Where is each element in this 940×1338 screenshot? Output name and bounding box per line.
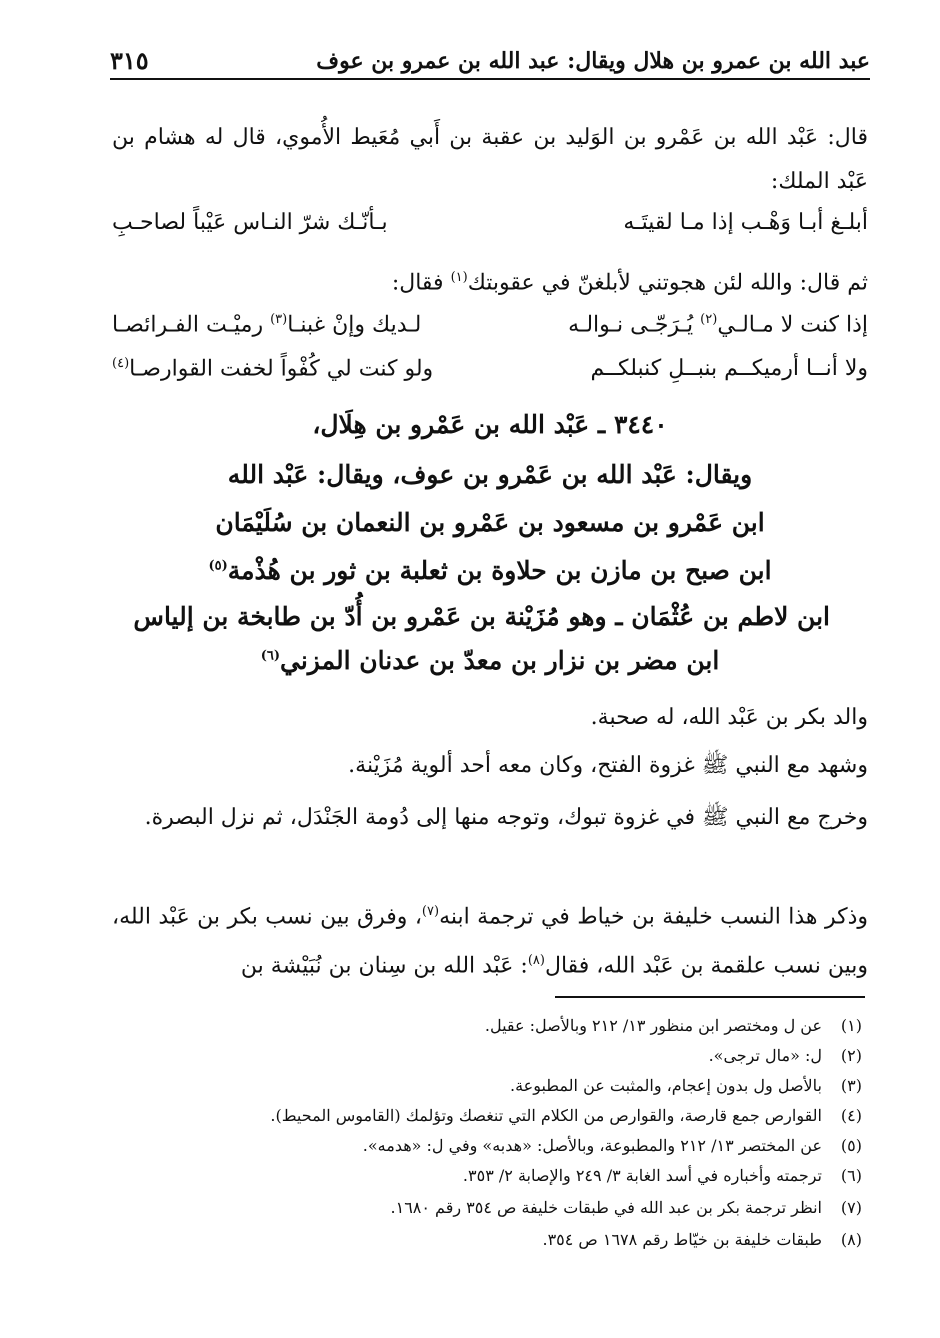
- footnote-number: (٥): [840, 1136, 862, 1155]
- footnote-item: [510, 1076, 862, 1095]
- paragraph-khalifa: [112, 890, 868, 989]
- footnote-number: (٦): [840, 1166, 862, 1185]
- verse-1-first-hemistich: أبلـغ أبـا وَهْـب إذا مـا لقيتَـه: [623, 210, 868, 235]
- line-then-said: [112, 258, 868, 303]
- footnote-text: عن المختصر ١٣/ ٢١٢ والمطبوعة، وبالأصل: «هدبه» وفي ل: «هدمه».: [362, 1136, 822, 1155]
- footnote-text: ل: «مال ترجى».: [708, 1046, 822, 1065]
- footnote-separator: [555, 996, 865, 998]
- khalifa-text-c: : عَبْد الله بن سِنان بن نُبَيْشة بن: [240, 953, 528, 979]
- line-then-end: فقال:: [391, 270, 451, 296]
- verse-2-second-hemistich: [112, 312, 421, 337]
- verse-2-h2-a: لـديك وإنْ غبنـا: [287, 312, 422, 338]
- footnote-item: [542, 1230, 862, 1249]
- header-rule: [110, 78, 870, 80]
- footnote-text: عن ل ومختصر ابن منظور ١٣/ ٢١٢ وبالأصل: عقيل.: [484, 1016, 822, 1035]
- biography-line-4-text: ابن صبح بن مازن بن حلاوة بن ثعلبة بن ثور بن هُذْمة: [227, 556, 772, 585]
- paragraph-father: والد بكر بن عَبْد الله، له صحبة.: [590, 705, 868, 730]
- biography-heading-line-5: ابن لاطم بن عُثْمَان ـ وهو مُزَيْنة بن عَمْرو بن أُدّ بن طابخة بن إلياس: [133, 602, 830, 631]
- paragraph-intro: قال: عَبْد الله بن عَمْرو بن الوَليد بن عقبة بن أَبي مُعَيط الأُموي، قال له هشام بن عَبْد الملك:: [112, 125, 868, 194]
- footnote-ref-2: (٢): [700, 312, 718, 327]
- footnote-ref-3: (٣): [270, 312, 288, 327]
- footnote-item: [391, 1198, 863, 1217]
- footnote-number: (٤): [840, 1106, 862, 1125]
- page-number: ٣١٥: [110, 46, 149, 75]
- biography-heading-line-3: ابن عَمْرو بن مسعود بن عَمْرو بن النعمان بن سُلَيْمَان: [215, 508, 765, 537]
- running-header: [110, 40, 870, 80]
- header-title: عبد الله بن عمرو بن هلال ويقال: عبد الله بن عمرو بن عوف: [316, 48, 870, 74]
- footnote-number: (٧): [840, 1198, 862, 1217]
- verse-2-first-hemistich: [568, 312, 868, 337]
- footnote-item: [709, 1046, 862, 1065]
- verse-2-h1-a: إذا كنت لا مـالـي: [717, 312, 868, 338]
- verse-line-3: [112, 356, 868, 396]
- verse-3-first-hemistich: ولا أنــا أرميكــم بنبــلِ كنبلكــم: [590, 356, 868, 381]
- footnote-ref-6: (٦): [260, 648, 280, 664]
- footnote-ref-8: (٨): [527, 953, 545, 969]
- verse-line-1: [112, 210, 868, 250]
- line-then-text: ثم قال: والله لئن هجوتني لأبلغنّ في عقوبتك: [467, 270, 868, 296]
- footnote-text: القوارص جمع قارصة، والقوارص من الكلام التي تنغصك وتؤلمك (القاموس المحيط).: [270, 1106, 822, 1125]
- biography-heading-line-6: [150, 646, 830, 675]
- footnote-text: ترجمته وأخباره في أسد الغابة ٣/ ٢٤٩ والإصابة ٢/ ٣٥٣.: [462, 1166, 822, 1185]
- biography-heading-line-4: [150, 556, 830, 585]
- biography-line-6-text: ابن مضر بن نزار بن معدّ بن عدنان المزني: [279, 646, 720, 675]
- footnote-ref-4: (٤): [112, 356, 130, 371]
- footnote-item: [485, 1016, 862, 1035]
- footnote-number: (٢): [840, 1046, 862, 1065]
- paragraph-witness: وشهد مع النبي ﷺ غزوة الفتح، وكان معه أحد ألوية مُزَيْنة.: [348, 753, 868, 778]
- khalifa-text-a: وذكر هذا النسب خليفة بن خياط في ترجمة ابنه: [439, 904, 868, 930]
- footnote-item: [270, 1106, 862, 1125]
- verse-2-h1-b: يُـرَجّـى نـوالـه: [568, 312, 701, 338]
- footnote-item: [363, 1136, 862, 1155]
- footnote-item: [463, 1166, 862, 1185]
- verse-3-h2-text: ولو كنت لي كُفْواً لخفت القوارصـا: [129, 356, 434, 382]
- verse-2-h2-b: رميْـت الفـرائصـا: [112, 312, 271, 338]
- footnote-number: (١): [840, 1016, 862, 1035]
- khalifa-text-b: ، وفرق بين نسب بكر بن عَبْد الله، وبين نسب علقمة بن عَبْد الله، فقال: [112, 904, 868, 979]
- footnote-number: (٨): [840, 1230, 862, 1249]
- footnote-text: طبقات خليفة بن خيّاط رقم ١٦٧٨ ص ٣٥٤.: [542, 1230, 822, 1249]
- footnote-ref-1: (١): [450, 270, 468, 285]
- verse-1-second-hemistich: بـأنّـك شرّ النـاس عَيْباً لصاحـبِ: [112, 210, 388, 235]
- footnote-ref-5: (٥): [208, 558, 228, 574]
- footnote-ref-7: (٧): [421, 904, 440, 919]
- footnote-text: انظر ترجمة بكر بن عبد الله في طبقات خليفة ص ٣٥٤ رقم ١٦٨٠.: [390, 1198, 822, 1217]
- biography-heading-line-1: ٣٤٤٠ ـ عَبْد الله بن عَمْرو بن هِلَال،: [312, 410, 668, 439]
- verse-3-second-hemistich: [112, 356, 433, 381]
- footnote-text: بالأصل ول بدون إعجام، والمثبت عن المطبوعة.: [509, 1076, 822, 1095]
- paragraph-tabuk: وخرج مع النبي ﷺ في غزوة تبوك، وتوجه منها إلى دُومة الجَنْدَل، ثم نزل البصرة.: [144, 805, 868, 830]
- verse-line-2: [112, 312, 868, 352]
- footnote-number: (٣): [840, 1076, 862, 1095]
- biography-heading-line-2: ويقال: عَبْد الله بن عَمْرو بن عوف، ويقال: عَبْد الله: [227, 460, 753, 489]
